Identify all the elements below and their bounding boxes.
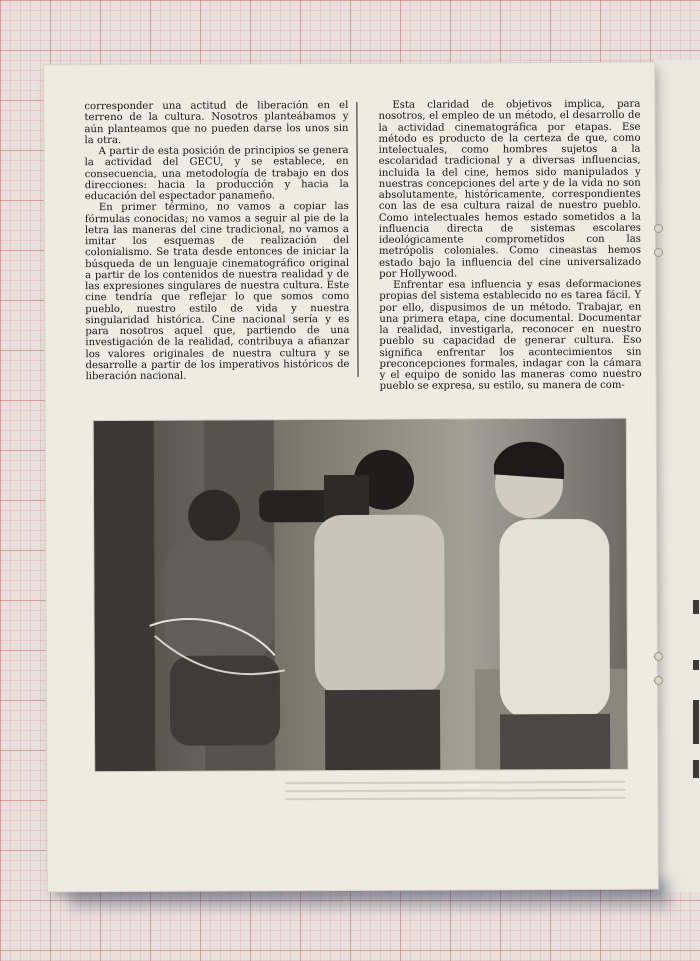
- paragraph: En primer término, no vamos a copiar las fórmulas conocidas; no vamos a seguir al pie de la letra las maneras del cine tradicional, no vamos a imitar los esquemas de realización del colonialismo. Se trata desde entonces de iniciar la búsqueda de un lenguaje cinematográfico original a partir de los contenidos de nuestra realidad y de las expresiones singulares de nuestra cultura. Este cine tendría que reflejar lo que somos como pueblo, nuestro estilo de vida y nuestra singularidad histórica. Cine nacional sería y es para nosotros aquel que, partiendo de una investigación de la realidad, contribuya a afianzar los valores originales de nuestra cultura y se desarrolle a partir de los imperativos históricos de liberación nacional.: [84, 201, 350, 383]
- left-text-column: [84, 100, 349, 382]
- column-divider: [356, 102, 358, 377]
- paragraph: A partir de esta posición de principios se genera la actividad del GECU, y se establece, en consecuencia, una metodología de trabajo en dos direcciones: hacia la producción y hacia la educación del espectador panameño.: [84, 145, 349, 203]
- paragraph: Esta claridad de objetivos implica, para nosotros, el empleo de un método, el desarrollo de la actividad cinematográfica por etapas. Ese método es producto de la certeza de que, como intelectuales, como hombres sujetos a la escolaridad tradicional y a diversas influencias, incluida la del cine, hemos sido manipulados y nuestras concepciones del arte y de la vida no son absolutamente, históricamente, correspondientes con las de esa cultura raizal de nuestro pueblo. Como intelectuales hemos estado sometidos a la influencia directa de sistemas escolares ideológicamente comprometidos con las metrópolis coloniales. Como cineastas hemos estado bajo la influencia del cine universalizado por Hollywood.: [378, 98, 642, 280]
- magazine-page: [44, 63, 658, 892]
- paragraph: corresponder una actitud de liberación en el terreno de la cultura. Nosotros planteábamos y aún planteamos que no pueden darse los unos sin la otra.: [84, 100, 349, 146]
- paragraph: Enfrentar esa influencia y esas deformaciones propias del sistema establecido no es tarea fácil. Y por ello, dispusimos de un método. Trabajar, en una primera etapa, cine documental. Documentar la realidad, investigarla, reconocer en nuestro pueblo su capacidad de generar cultura. Eso significa enfrentar los acontecimientos sin preconcepciones formales, indagar con la cámara y el equipo de sonido las maneras como nuestro pueblo se expresa, su estilo, su manera de com-: [379, 278, 642, 393]
- staple-hole: [654, 224, 663, 233]
- film-crew-photo: [94, 419, 628, 771]
- staple-hole: [654, 248, 663, 257]
- show-through-text: [285, 775, 625, 806]
- right-text-column: [378, 99, 641, 393]
- staple-hole: [654, 652, 663, 661]
- staple-hole: [654, 676, 663, 685]
- adjacent-page-edge: [652, 60, 700, 892]
- photo-illustration: [94, 419, 628, 771]
